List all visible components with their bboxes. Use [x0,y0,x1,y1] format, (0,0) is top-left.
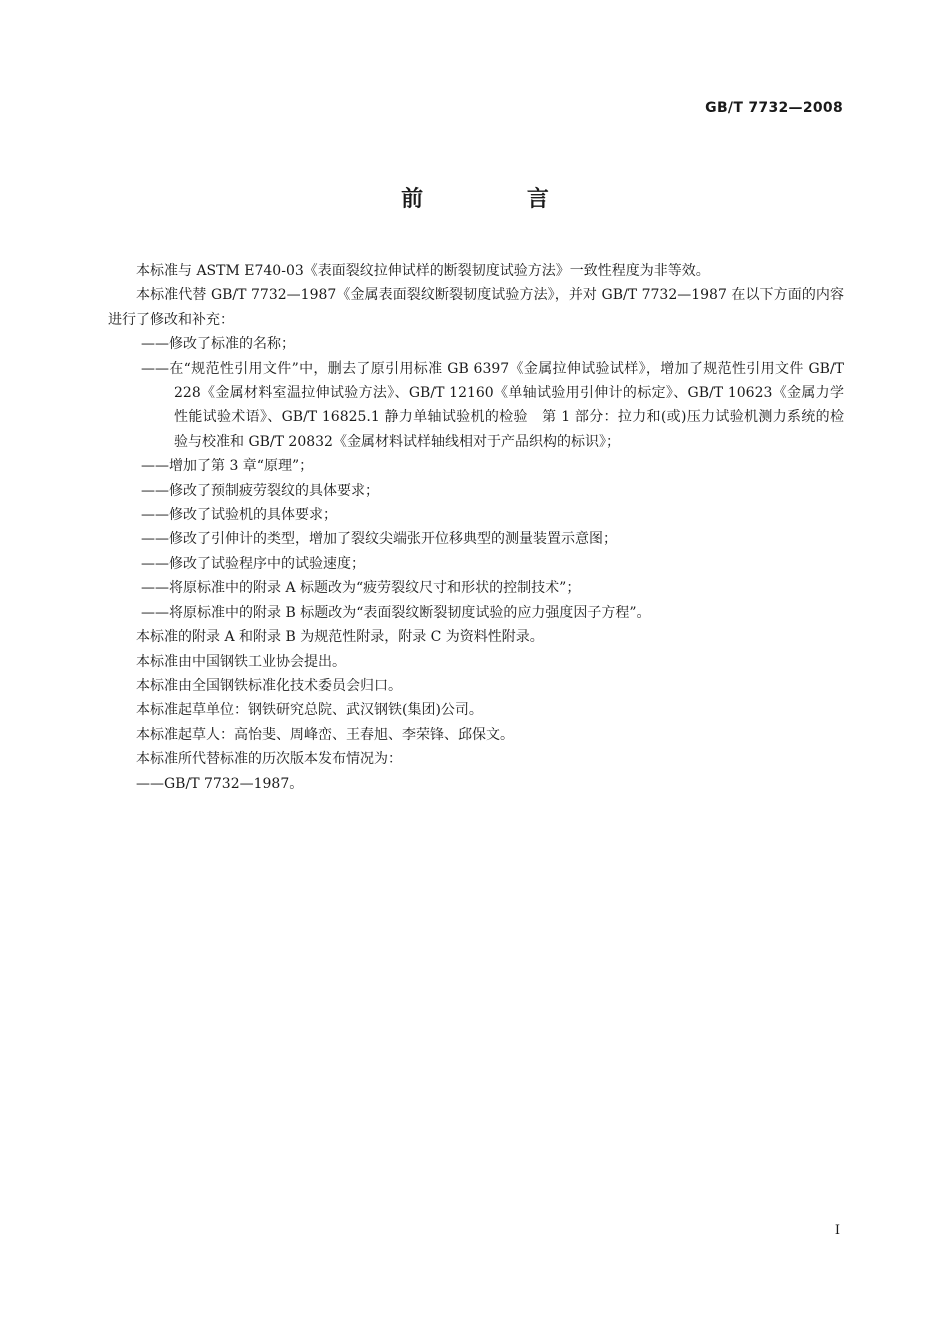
centralized-by: 本标准由全国钢铁标准化技术委员会归口。 [136,677,402,694]
change-item: ——修改了引伸计的类型，增加了裂纹尖端张开位移典型的测量装置示意图； [141,531,617,548]
page-number: I [834,1223,840,1238]
equivalence-statement: 本标准与 ASTM E740-03《表面裂纹拉伸试样的断裂韧度试验方法》一致性程度为非等效。 [136,263,710,279]
drafters: 本标准起草人：高怡斐、周峰峦、王春旭、李荣锋、邱保文。 [136,726,514,743]
change-item: ——将原标准中的附录 B 标题改为“表面裂纹断裂韧度试验的应力强度因子方程”。 [141,604,651,621]
change-item: ——增加了第 3 章“原理”； [141,458,314,475]
annex-statement: 本标准的附录 A 和附录 B 为规范性附录，附录 C 为资料性附录。 [136,629,544,646]
history-intro: 本标准所代替标准的历次版本发布情况为： [136,751,402,768]
change-list [108,332,844,625]
standard-number: GB/T 7732—2008 [705,100,843,116]
history-item: ——GB/T 7732—1987。 [136,775,304,792]
change-item: ——在“规范性引用文件”中，删去了原引用标准 GB 6397《金属拉伸试验试样》，增加了规范性引用文件 GB/T 228《金属材料室温拉伸试验方法》、GB/T 12160《单轴试验用引伸计的标定》、GB/T 10623《金属力学性能试验术语》、GB/T 16825.1 静力单轴试验机的检验 第 1 部分：拉力和(或)压力试验机测力系统的检验与校准和 GB/T 20832《金属材料试样轴线相对于产品织构的标识》； [141,360,844,450]
drafting-units: 本标准起草单位：钢铁研究总院、武汉钢铁(集团)公司。 [136,702,483,719]
change-item: ——将原标准中的附录 A 标题改为“疲劳裂纹尺寸和形状的控制技术”； [141,580,581,597]
change-item: ——修改了标准的名称； [141,336,295,353]
foreword-body [108,259,844,796]
proposed-by: 本标准由中国钢铁工业协会提出。 [136,653,346,670]
change-item: ——修改了预制疲劳裂纹的具体要求； [141,482,379,499]
replacement-statement: 本标准代替 GB/T 7732—1987《金属表面裂纹断裂韧度试验方法》，并对 GB/T 7732—1987 在以下方面的内容进行了修改和补充： [108,287,844,328]
change-item: ——修改了试验机的具体要求； [141,507,337,524]
change-item: ——修改了试验程序中的试验速度； [141,555,365,572]
page-title: 前 言 [401,187,597,212]
